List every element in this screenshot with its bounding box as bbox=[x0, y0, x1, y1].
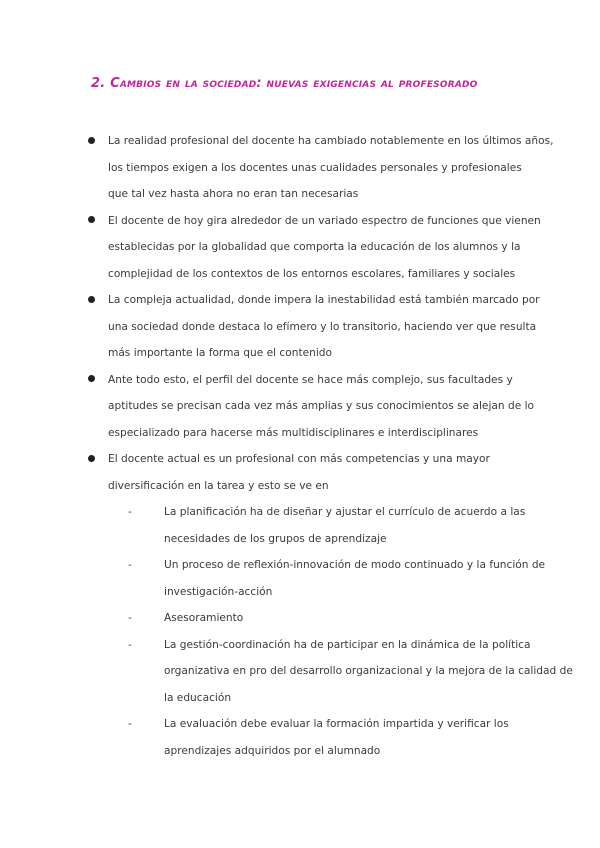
sub-item bbox=[128, 711, 528, 764]
section-heading: 2. Cambios en la sociedad: nuevas exigencias al profesorado bbox=[91, 76, 478, 91]
sub-item bbox=[128, 605, 528, 632]
bullet-dot-icon bbox=[88, 375, 95, 382]
sub-text-line: La planificación ha de diseñar y ajustar el currículo de acuerdo a las bbox=[164, 506, 526, 518]
bullet-text-line: El docente de hoy gira alrededor de un variado espectro de funciones que vienen bbox=[108, 214, 541, 227]
bullet-dot-icon bbox=[88, 137, 95, 144]
sub-text-line: Un proceso de reflexión-innovación de modo continuado y la función de bbox=[164, 559, 546, 571]
bullet-dot-icon bbox=[88, 296, 95, 303]
bullet-text-line: especializado para hacerse más multidisciplinares e interdisciplinares bbox=[108, 426, 479, 439]
sub-item bbox=[128, 499, 528, 552]
sub-text-line: Asesoramiento bbox=[164, 612, 244, 624]
sub-text-line: La evaluación debe evaluar la formación impartida y verificar los bbox=[164, 718, 509, 730]
bullet-text-line: los tiempos exigen a los docentes unas cualidades personales y profesionales bbox=[108, 161, 522, 174]
dash-icon: - bbox=[128, 718, 132, 730]
bullet-item bbox=[88, 367, 535, 447]
sub-text-line: la educación bbox=[164, 691, 232, 704]
sub-text-line: aprendizajes adquiridos por el alumnado bbox=[164, 744, 381, 757]
dash-icon: - bbox=[128, 559, 132, 571]
bullet-text-line: diversificación en la tarea y esto se ve en bbox=[108, 479, 329, 492]
bullet-item bbox=[88, 128, 554, 208]
bullet-text-line: establecidas por la globalidad que comporta la educación de los alumnos y la bbox=[108, 241, 521, 253]
bullet-list bbox=[88, 128, 573, 764]
dash-icon: - bbox=[128, 612, 132, 624]
bullet-text-line: que tal vez hasta ahora no eran tan necesarias bbox=[108, 188, 359, 200]
sub-text-line: organizativa en pro del desarrollo organizacional y la mejora de la calidad de bbox=[164, 665, 573, 677]
bullet-text-line: Ante todo esto, el perfil del docente se hace más complejo, sus facultades y bbox=[108, 373, 513, 386]
bullet-text-line: una sociedad donde destaca lo efímero y lo transitorio, haciendo ver que resulta bbox=[108, 320, 537, 333]
dash-icon: - bbox=[128, 638, 132, 651]
bullet-text-line: complejidad de los contextos de los entornos escolares, familiares y sociales bbox=[108, 267, 516, 280]
sub-text-line: investigación-acción bbox=[164, 585, 273, 598]
sub-text-line: necesidades de los grupos de aprendizaje bbox=[164, 532, 387, 545]
bullet-dot-icon bbox=[88, 455, 95, 462]
bullet-text-line: La realidad profesional del docente ha cambiado notablemente en los últimos años, bbox=[108, 135, 554, 147]
dash-icon: - bbox=[128, 506, 132, 518]
bullet-text-line: La compleja actualidad, donde impera la inestabilidad está también marcado por bbox=[108, 294, 540, 306]
bullet-text-line: más importante la forma que el contenido bbox=[108, 347, 332, 359]
sub-item bbox=[128, 632, 573, 712]
bullet-dot-icon bbox=[88, 216, 95, 223]
sub-text-line: La gestión-coordinación ha de participar en la dinámica de la política bbox=[164, 638, 531, 651]
bullet-text-line: El docente actual es un profesional con más competencias y una mayor bbox=[108, 453, 490, 465]
sub-item bbox=[128, 552, 546, 605]
bullet-text-line: aptitudes se precisan cada vez más amplias y sus conocimientos se alejan de lo bbox=[108, 400, 535, 412]
bullet-item bbox=[88, 208, 541, 288]
bullet-item bbox=[88, 287, 540, 367]
bullet-item bbox=[88, 446, 573, 764]
